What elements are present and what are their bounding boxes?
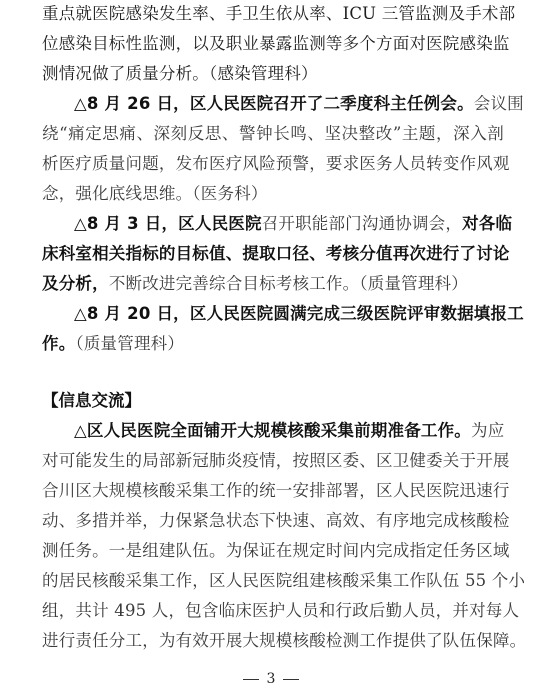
- paragraph-nucleic-line-3: 合川区大规模核酸采集工作的统一安排部署，区人民医院迅速行: [42, 481, 510, 500]
- paragraph-meeting-line-2: 绕“痛定思痛、深刻反思、警钟长鸣、坚决整改”主题，深入剖: [42, 124, 504, 143]
- paragraph-meeting-line-3: 析医疗质量问题，发布医疗风险预警，要求医务人员转变作风观: [42, 154, 510, 173]
- paragraph-coordination-line-2: 床科室相关指标的目标值、提取口径、考核分值再次进行了讨论: [42, 244, 510, 263]
- page-number: 3: [0, 668, 542, 690]
- paragraph-meeting-headline: △8 月 26 日，区人民医院召开了二季度科主任例会。: [74, 94, 474, 113]
- paragraph-coordination-line-3: 及分析，不断改进完善综合目标考核工作。（质量管理科）: [42, 274, 468, 293]
- page-number-dash-left: [243, 679, 259, 680]
- paragraph-nucleic-line-4: 动、多措并举，力保紧急状态下快速、高效、有序地完成核酸检: [42, 511, 510, 530]
- paragraph-nucleic-line-1: △区人民医院全面铺开大规模核酸采集前期准备工作。为应: [74, 421, 505, 440]
- paragraph-nucleic-line-7: 组，共计 495 人，包含临床医护人员和行政后勤人员，并对每人: [42, 601, 520, 620]
- page-number-dash-right: [283, 679, 299, 680]
- paragraph-nucleic-line-2: 对可能发生的局部新冠肺炎疫情，按照区委、区卫健委关于开展: [42, 451, 510, 470]
- paragraph-review-line-2: 作。（质量管理科）: [42, 334, 185, 353]
- paragraph-coordination-line-1: △8 月 3 日，区人民医院召开职能部门沟通协调会，对各临: [74, 214, 513, 233]
- paragraph-nucleic-line-6: 的居民核酸采集工作，区人民医院组建核酸采集工作队伍 55 个小: [42, 571, 526, 590]
- paragraph-meeting-line-4: 念，强化底线思维。（医务科）: [42, 184, 268, 203]
- paragraph-infection-line-3: 测情况做了质量分析。（感染管理科）: [42, 64, 318, 83]
- paragraph-nucleic-line-5: 测任务。一是组建队伍。为保证在规定时间内完成指定任务区域: [42, 541, 510, 560]
- paragraph-nucleic-line-8: 进行责任分工，为有效开展大规模核酸检测工作提供了队伍保障。: [42, 631, 527, 650]
- paragraph-nucleic-headline: △区人民医院全面铺开大规模核酸采集前期准备工作。: [74, 421, 471, 440]
- paragraph-review-line-1: △8 月 20 日，区人民医院圆满完成三级医院评审数据填报工: [74, 304, 524, 323]
- paragraph-meeting-line-1: △8 月 26 日，区人民医院召开了二季度科主任例会。会议围: [74, 94, 524, 113]
- paragraph-infection-line-2: 位感染目标性监测，以及职业暴露监测等多个方面对医院感染监: [42, 34, 510, 53]
- section-title-info-exchange: 【信息交流】: [42, 391, 141, 410]
- paragraph-infection-line-1: 重点就医院感染发生率、手卫生依从率、ICU 三管监测及手术部: [42, 4, 516, 23]
